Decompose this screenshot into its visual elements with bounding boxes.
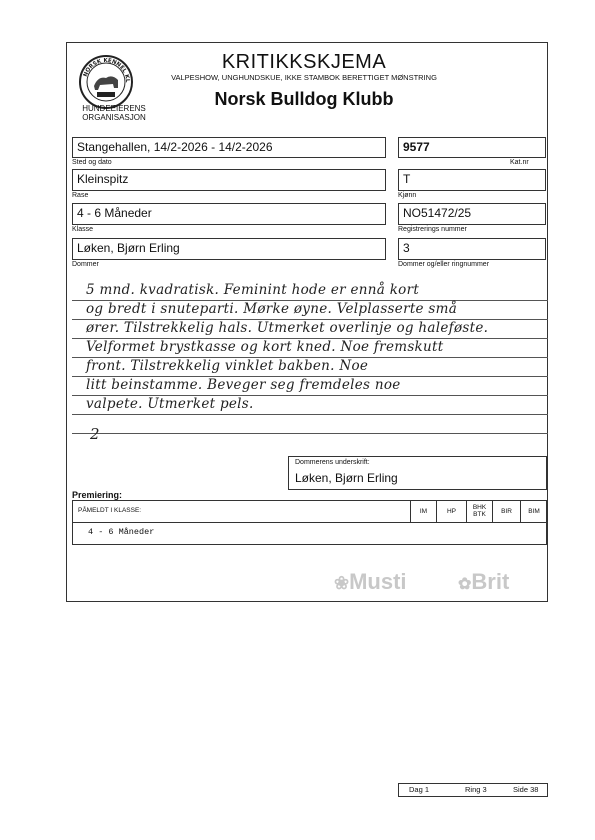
catalog-number-field[interactable]: 9577	[398, 137, 546, 158]
sex-field[interactable]: T	[398, 169, 546, 191]
sponsor-brit: ✿Brit	[458, 569, 510, 594]
paw-icon: ✿	[458, 576, 472, 593]
catalog-number-caption: Kat.nr	[510, 159, 529, 166]
org-line-1: HUNDEEIERENS	[82, 104, 146, 113]
org-line-2: ORGANISASJON	[82, 113, 146, 122]
judge-ring-field[interactable]: 3	[398, 238, 546, 260]
breed-field[interactable]: Kleinspitz	[72, 169, 386, 191]
footer-info	[398, 783, 548, 797]
critique-line: 5 mnd. kvadratisk. Feminint hode er ennå kort	[86, 282, 420, 298]
cat-dog-icon: ❀	[334, 573, 350, 593]
column-hp[interactable]: HP	[436, 500, 466, 522]
organisation-label	[74, 104, 154, 122]
footer-page: Side 38	[513, 785, 539, 794]
grade-mark: 2	[90, 425, 100, 443]
class-field[interactable]: 4 - 6 Måneder	[72, 203, 386, 225]
sex-caption: Kjønn	[398, 192, 417, 199]
breed-caption: Rase	[72, 192, 89, 199]
critique-line: Velformet brystkasse og kort kned. Noe fremskutt	[86, 339, 444, 355]
enrolled-class-value: 4 - 6 Måneder	[88, 527, 155, 537]
footer-ring: Ring 3	[465, 785, 487, 794]
column-bim[interactable]: BIM	[520, 500, 547, 522]
class-caption: Klasse	[72, 226, 94, 233]
column-bhk-btk[interactable]: BHK BTK	[466, 500, 492, 522]
registration-number-field[interactable]: NO51472/25	[398, 203, 546, 225]
judge-caption: Dommer	[72, 261, 99, 268]
ruled-line	[72, 433, 548, 434]
enrolled-class-label: PÅMELDT I KLASSE:	[78, 507, 142, 514]
place-date-caption: Sted og dato	[72, 159, 112, 166]
signature-box[interactable]	[288, 456, 547, 490]
critique-line: valpete. Utmerket pels.	[86, 396, 254, 412]
form-title: KRITIKKSKJEMA	[221, 51, 387, 73]
signature-caption: Dommerens underskrift:	[295, 459, 370, 466]
club-name: Norsk Bulldog Klubb	[214, 89, 394, 109]
critique-line: litt beinstamme. Beveger seg fremdeles noe	[86, 377, 401, 393]
judge-ring-caption: Dommer og/eller ringnummer	[398, 261, 490, 268]
column-bir[interactable]: BIR	[492, 500, 520, 522]
sponsor-musti: ❀Musti	[334, 569, 407, 594]
registration-number-caption: Registrerings nummer	[398, 226, 467, 233]
column-im[interactable]: IM	[410, 500, 436, 522]
premiering-label: Premiering:	[72, 490, 123, 500]
critique-area[interactable]	[72, 278, 548, 448]
nkk-logo	[76, 52, 136, 112]
place-date-field[interactable]: Stangehallen, 14/2-2026 - 14/2-2026	[72, 137, 386, 158]
ruled-line	[72, 414, 548, 415]
critique-line: front. Tilstrekkelig vinklet bakben. Noe	[86, 358, 369, 374]
critique-line: ører. Tilstrekkelig hals. Utmerket overlinje og haleføste.	[86, 320, 489, 336]
critique-line: og bredt i snuteparti. Mørke øyne. Velplasserte små	[86, 301, 458, 317]
signature-name: Løken, Bjørn Erling	[295, 471, 398, 485]
footer-day: Dag 1	[409, 785, 430, 794]
form-subtitle: VALPESHOW, UNGHUNDSKUE, IKKE STAMBOK BERETTIGET MØNSTRING	[171, 73, 437, 82]
logo-text: NORSK KENNEL KL	[82, 57, 131, 83]
premiering-row-divider	[72, 522, 547, 523]
judge-field[interactable]: Løken, Bjørn Erling	[72, 238, 386, 260]
